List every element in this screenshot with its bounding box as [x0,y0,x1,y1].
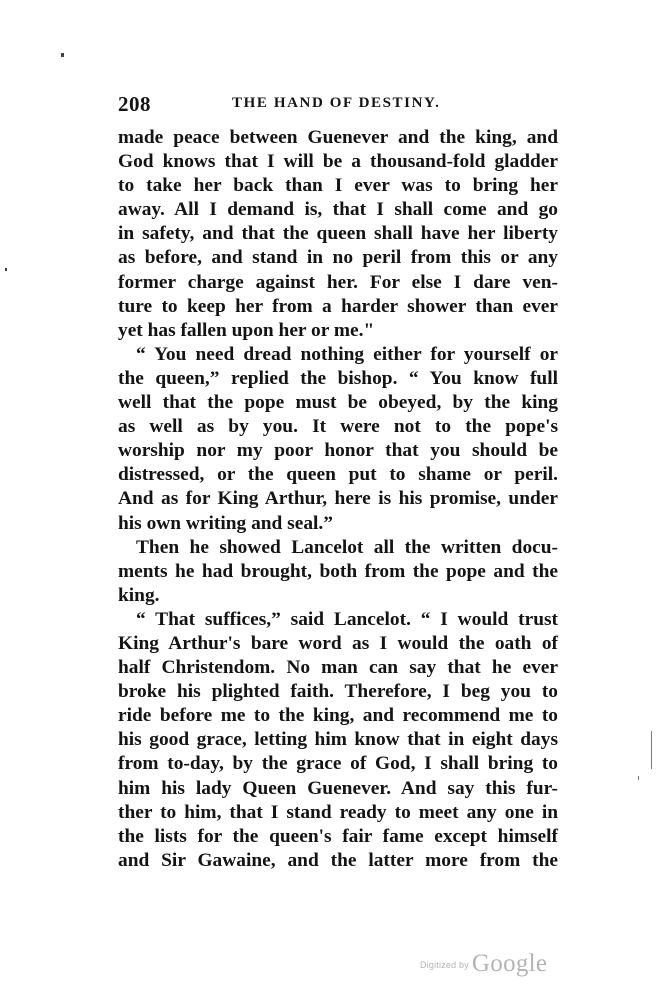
margin-speck [61,53,64,57]
text-line: ture to keep her from a harder shower than ever [118,295,558,317]
text-line: king. [118,584,160,606]
running-head [118,92,558,118]
text-line: God knows that I will be a thousand-fold gladder [118,151,558,173]
text-line: worship nor my poor honor that you should be [118,440,558,462]
text-line: half Christendom. No man can say that he ever [118,657,558,679]
margin-speck [5,268,7,271]
text-line: former charge against her. For else I dare ven- [118,271,558,293]
text-line: broke his plighted faith. Therefore, I beg you to [118,681,558,703]
body-text [118,126,558,873]
text-line: away. All I demand is, that I shall come and go [118,199,558,221]
margin-rule [638,776,639,780]
text-line: the lists for the queen's fair fame except himself [118,825,558,847]
text-line: distressed, or the queen put to shame or peril. [118,464,558,486]
text-line: as well as by you. It were not to the pope's [118,416,558,438]
text-line: to take her back than I ever was to bring her [118,175,558,197]
text-line: his own writing and seal.” [118,512,333,534]
text-line: his good grace, letting him know that in eight days [118,729,558,751]
margin-rule [651,731,652,769]
text-line: ride before me to the king, and recommend me to [118,705,558,727]
text-line: in safety, and that the queen shall have her liberty [118,223,558,245]
text-line: from to-day, by the grace of God, I shall bring to [118,753,558,775]
page-number: 208 [118,92,151,116]
watermark-prefix: Digitized by [420,960,469,970]
text-line: as before, and stand in no peril from this or any [118,247,558,269]
text-line: And as for King Arthur, here is his promise, under [118,488,558,510]
text-line: the queen,” replied the bishop. “ You know full [118,367,558,389]
text-line: ther to him, that I stand ready to meet any one in [118,801,558,823]
text-line: “ You need dread nothing either for yourself or [136,343,558,365]
text-line: well that the pope must be obeyed, by the king [118,392,558,414]
google-logo: Google [471,950,548,977]
text-line: and Sir Gawaine, and the latter more from the [118,849,558,871]
text-line: King Arthur's bare word as I would the oath of [118,632,558,654]
running-title: THE HAND OF DESTINY. [232,95,441,111]
text-line: ments he had brought, both from the pope and the [118,560,558,582]
text-line: made peace between Guenever and the king, and [118,127,558,148]
text-line: Then he showed Lancelot all the written docu- [136,536,558,558]
digitized-by-google-watermark [420,950,547,980]
text-line: him his lady Queen Guenever. And say this fur- [118,777,558,799]
text-line: yet has fallen upon her or me." [118,319,375,341]
text-line: “ That suffices,” said Lancelot. “ I would trust [136,608,558,630]
